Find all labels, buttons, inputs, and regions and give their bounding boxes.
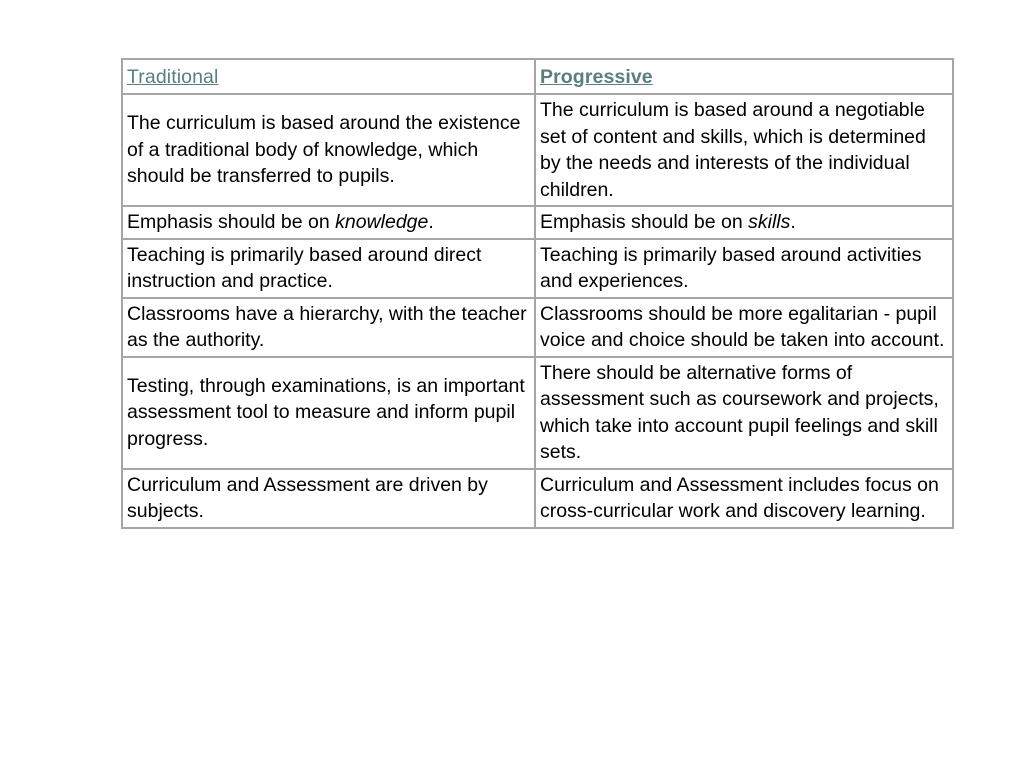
- traditional-emphasis-prefix: Emphasis should be on: [127, 211, 336, 233]
- table-row: [122, 469, 953, 528]
- comparison-table: [121, 58, 954, 529]
- table-row: [122, 357, 953, 469]
- traditional-emphasis-suffix: .: [428, 211, 434, 233]
- progressive-cell: Curriculum and Assessment includes focus on cross-curricular work and discovery learning.: [535, 469, 953, 528]
- traditional-cell: [122, 206, 535, 239]
- traditional-cell: Curriculum and Assessment are driven by subjects.: [122, 469, 535, 528]
- traditional-emphasis-word: knowledge: [335, 211, 429, 233]
- progressive-cell: Teaching is primarily based around activities and experiences.: [535, 239, 953, 298]
- progressive-cell: Classrooms should be more egalitarian - pupil voice and choice should be taken into account.: [535, 298, 953, 357]
- progressive-cell: There should be alternative forms of assessment such as coursework and projects, which take into account pupil feelings and skill sets.: [535, 357, 953, 469]
- progressive-cell: [535, 206, 953, 239]
- table-row: [122, 94, 953, 206]
- progressive-cell: The curriculum is based around a negotiable set of content and skills, which is determined by the needs and interests of the individual children.: [535, 94, 953, 206]
- table-row: [122, 206, 953, 239]
- progressive-emphasis-prefix: Emphasis should be on: [540, 211, 749, 233]
- progressive-emphasis-word: skills: [748, 211, 791, 233]
- traditional-cell: Classrooms have a hierarchy, with the teacher as the authority.: [122, 298, 535, 357]
- table-row: [122, 239, 953, 298]
- table-row: [122, 298, 953, 357]
- table-header-row: [122, 59, 953, 94]
- header-cell-progressive: [535, 59, 953, 94]
- traditional-cell: Teaching is primarily based around direct instruction and practice.: [122, 239, 535, 298]
- header-cell-traditional: [122, 59, 535, 94]
- traditional-cell: The curriculum is based around the existence of a traditional body of knowledge, which should be transferred to pupils.: [122, 94, 535, 206]
- progressive-emphasis-suffix: .: [790, 211, 796, 233]
- header-traditional: Traditional: [127, 66, 219, 89]
- header-progressive: Progressive: [540, 66, 653, 89]
- traditional-cell: Testing, through examinations, is an important assessment tool to measure and inform pupil progress.: [122, 357, 535, 469]
